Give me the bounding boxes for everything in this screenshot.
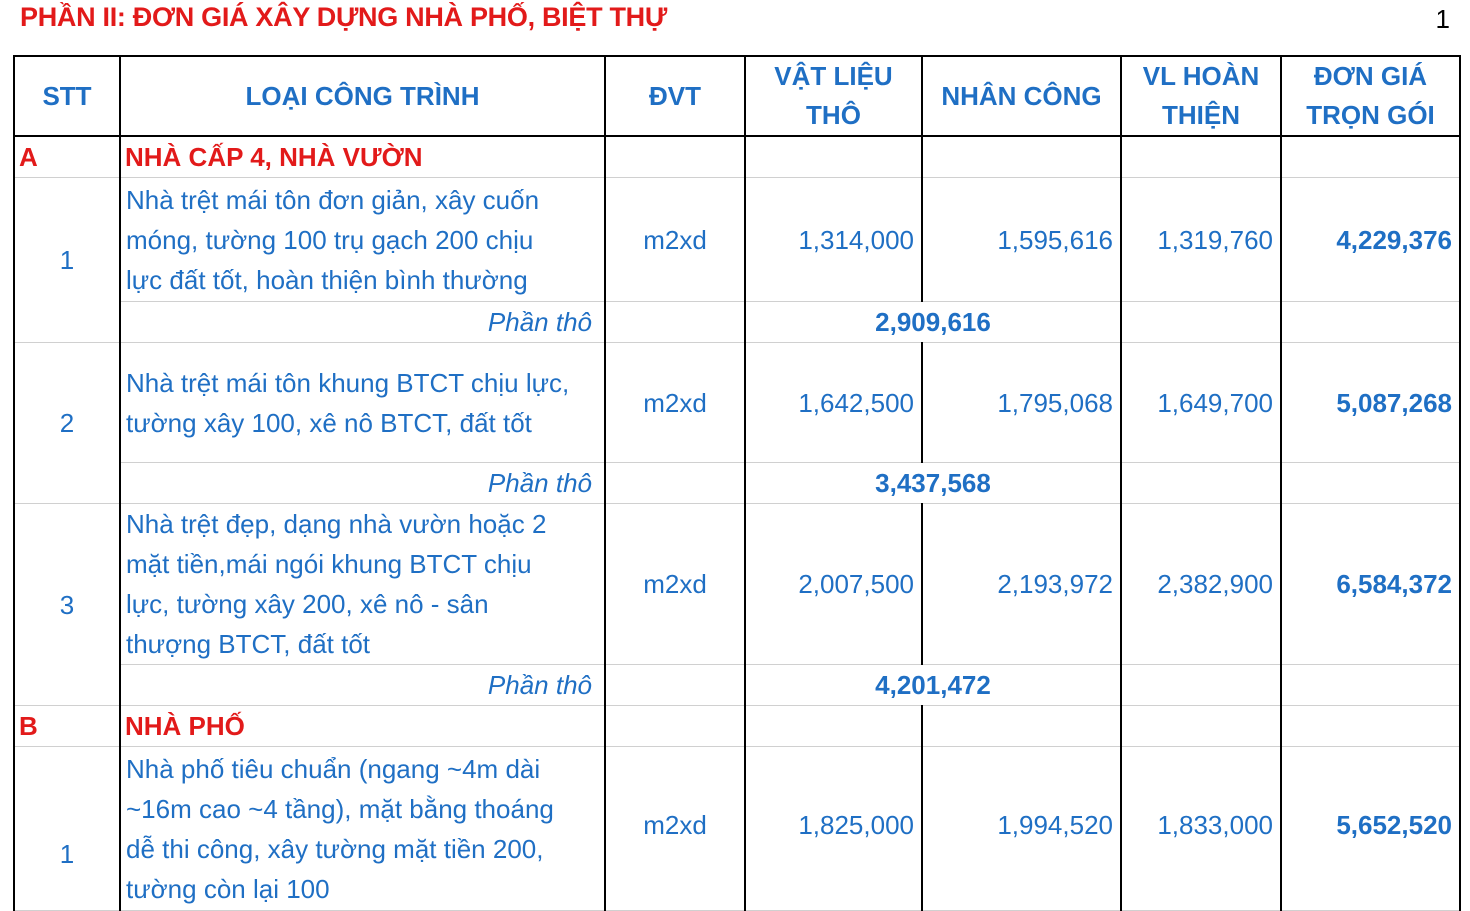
table-row xyxy=(14,178,1460,302)
row-description-line: lực, tường xây 200, xê nô - sân xyxy=(126,589,489,619)
row-stt: 1 xyxy=(14,178,120,343)
row-description-line: mặt tiền,mái ngói khung BTCT chịu xyxy=(126,549,532,579)
header-nhan-cong: NHÂN CÔNG xyxy=(922,56,1121,136)
header-vat-lieu-tho xyxy=(745,56,922,136)
subtotal-value: 2,909,616 xyxy=(745,302,1121,343)
row-description-line: móng, tường 100 trụ gạch 200 chịu xyxy=(126,224,534,255)
section-label: B xyxy=(14,706,120,747)
row-description xyxy=(120,178,605,302)
table-row xyxy=(14,747,1460,911)
row-dvt: m2xd xyxy=(605,747,745,911)
row-description-line: dễ thi công, xây tường mặt tiền 200, xyxy=(126,833,544,864)
page-number: 1 xyxy=(1435,4,1450,34)
subtotal-label: Phần thô xyxy=(120,665,605,706)
subtotal-row xyxy=(14,665,1460,706)
row-nhan-cong: 1,994,520 xyxy=(922,747,1121,911)
row-don-gia: 6,584,372 xyxy=(1281,504,1460,665)
section-row-b xyxy=(14,706,1460,747)
section-label: A xyxy=(14,136,120,178)
header-vat-lieu-tho-line2: THÔ xyxy=(806,100,861,130)
table-row xyxy=(14,504,1460,665)
row-dvt: m2xd xyxy=(605,343,745,463)
row-vat-lieu-tho: 1,642,500 xyxy=(745,343,922,463)
header-dvt: ĐVT xyxy=(605,56,745,136)
section-row-a xyxy=(14,136,1460,178)
row-description xyxy=(120,343,605,463)
row-don-gia: 5,652,520 xyxy=(1281,747,1460,911)
row-description-line: lực đất tốt, hoàn thiện bình thường xyxy=(126,264,528,295)
page-title: PHẦN II: ĐƠN GIÁ XÂY DỰNG NHÀ PHỐ, BIỆT THỰ xyxy=(20,2,667,32)
header-stt: STT xyxy=(14,56,120,136)
row-dvt: m2xd xyxy=(605,504,745,665)
section-name: NHÀ PHỐ xyxy=(120,706,605,747)
row-vl-hoan-thien: 1,649,700 xyxy=(1121,343,1281,463)
row-vl-hoan-thien: 2,382,900 xyxy=(1121,504,1281,665)
row-description-line: Nhà phố tiêu chuẩn (ngang ~4m dài xyxy=(126,753,541,784)
subtotal-row xyxy=(14,463,1460,504)
row-description xyxy=(120,504,605,665)
header-vl-hoan-thien-line2: THIỆN xyxy=(1162,100,1240,130)
header-loai-cong-trinh: LOẠI CÔNG TRÌNH xyxy=(120,56,605,136)
row-description-line: ~16m cao ~4 tầng), mặt bằng thoáng xyxy=(126,793,554,824)
header-don-gia-line2: TRỌN GÓI xyxy=(1306,100,1435,130)
row-description-line: tường xây 100, xê nô BTCT, đất tốt xyxy=(126,407,532,438)
row-stt: 3 xyxy=(14,504,120,706)
subtotal-label: Phần thô xyxy=(120,302,605,343)
header-row xyxy=(14,56,1460,136)
row-description-line: Nhà trệt mái tôn đơn giản, xây cuốn xyxy=(126,184,540,215)
subtotal-value: 3,437,568 xyxy=(745,463,1121,504)
row-vat-lieu-tho: 1,825,000 xyxy=(745,747,922,911)
subtotal-value: 4,201,472 xyxy=(745,665,1121,706)
row-don-gia: 5,087,268 xyxy=(1281,343,1460,463)
subtotal-row xyxy=(14,302,1460,343)
row-dvt: m2xd xyxy=(605,178,745,302)
row-stt: 2 xyxy=(14,343,120,504)
row-stt: 1 xyxy=(14,747,120,911)
header-vat-lieu-tho-line1: VẬT LIỆU xyxy=(774,61,893,91)
header-don-gia-line1: ĐƠN GIÁ xyxy=(1313,61,1428,91)
section-name: NHÀ CẤP 4, NHÀ VƯỜN xyxy=(120,136,605,178)
price-table xyxy=(13,55,1461,911)
header-don-gia-tron-goi xyxy=(1281,56,1460,136)
row-description xyxy=(120,747,605,911)
table-row xyxy=(14,343,1460,463)
row-vl-hoan-thien: 1,319,760 xyxy=(1121,178,1281,302)
row-description-line: tường còn lại 100 xyxy=(126,873,330,904)
row-description-line: Nhà trệt mái tôn khung BTCT chịu lực, xyxy=(126,367,570,398)
row-description-line: Nhà trệt đẹp, dạng nhà vườn hoặc 2 xyxy=(126,509,547,539)
row-vat-lieu-tho: 1,314,000 xyxy=(745,178,922,302)
row-description-line: thượng BTCT, đất tốt xyxy=(126,629,371,659)
row-nhan-cong: 1,795,068 xyxy=(922,343,1121,463)
row-vl-hoan-thien: 1,833,000 xyxy=(1121,747,1281,911)
row-vat-lieu-tho: 2,007,500 xyxy=(745,504,922,665)
row-don-gia: 4,229,376 xyxy=(1281,178,1460,302)
row-nhan-cong: 2,193,972 xyxy=(922,504,1121,665)
header-vl-hoan-thien-line1: VL HOÀN xyxy=(1142,61,1260,91)
subtotal-label: Phần thô xyxy=(120,463,605,504)
header-vl-hoan-thien xyxy=(1121,56,1281,136)
row-nhan-cong: 1,595,616 xyxy=(922,178,1121,302)
